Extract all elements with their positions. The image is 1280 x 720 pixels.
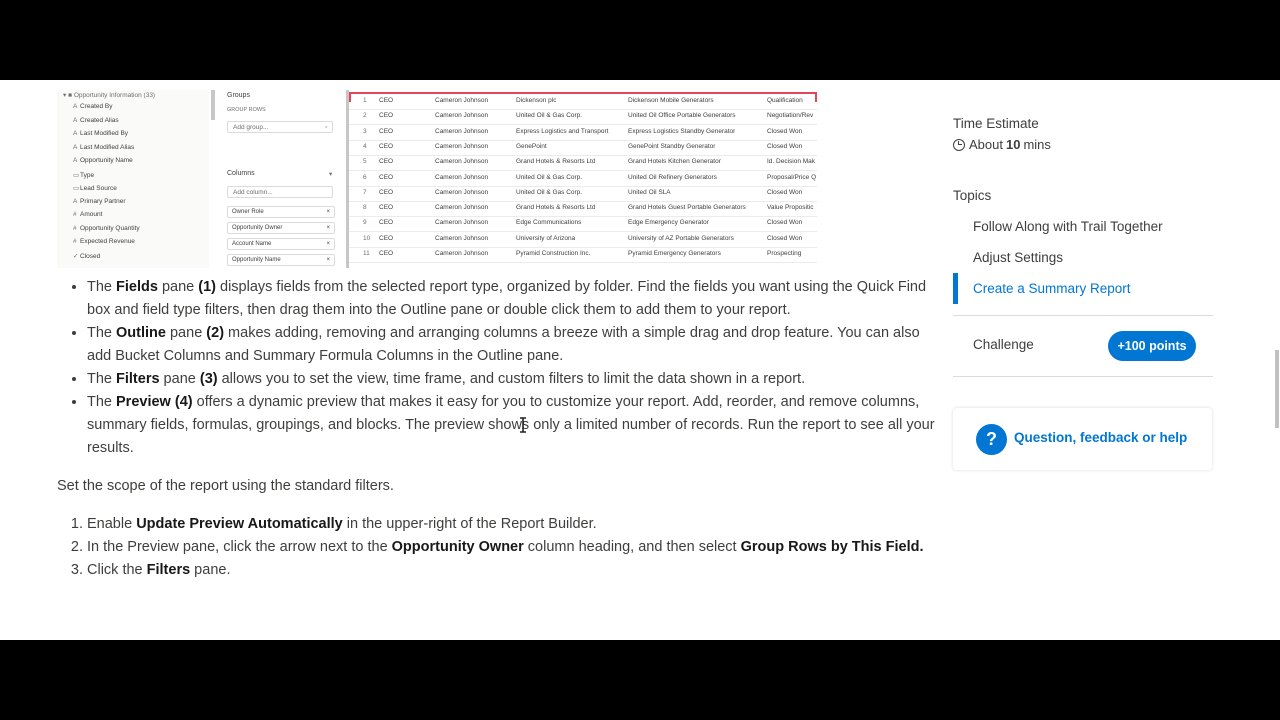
bullet-text: pane	[157, 279, 199, 295]
outline-column	[227, 222, 335, 234]
folder-opportunity-information: ▾ ■ Opportunity Information (33)	[63, 92, 156, 99]
table-cell: Grand Hotels Guest Portable Generators	[628, 204, 746, 212]
step-bold: Group Rows by This Field	[740, 539, 920, 555]
field-type-icon: ▭	[73, 185, 80, 192]
table-cell: 7	[363, 188, 367, 196]
step-text: In the Preview pane, click the arrow next to the	[87, 539, 392, 555]
topic-follow-along[interactable]: Follow Along with Trail Together	[973, 219, 1163, 234]
table-cell: CEO	[379, 219, 394, 227]
table-row	[349, 171, 817, 187]
step-bold: Opportunity Owner	[391, 539, 524, 555]
field-item	[73, 103, 113, 110]
table-cell: Cameron Johnson	[435, 204, 489, 212]
column-name: Owner Role	[232, 209, 264, 215]
table-cell: GenePoint	[516, 142, 547, 150]
step-text: column heading, and then select	[523, 539, 741, 555]
time-value: 10	[1005, 137, 1021, 152]
step-text: pane.	[190, 562, 231, 578]
table-cell: Closed Won	[767, 234, 803, 242]
step-text: Click the	[87, 562, 147, 578]
remove-icon: ×	[326, 225, 330, 231]
column-name: Opportunity Owner	[232, 225, 283, 231]
table-cell: Cameron Johnson	[435, 234, 489, 242]
table-cell: Dickenson plc	[516, 97, 557, 104]
table-cell: GenePoint Standby Generator	[628, 142, 716, 150]
field-item	[73, 225, 140, 232]
field-item	[73, 198, 126, 205]
field-type-icon: #	[73, 238, 77, 245]
field-name: Created By	[80, 103, 113, 110]
table-row	[349, 125, 817, 141]
bullet-text: makes adding, removing and arranging columns a breeze with a simple drag and drop feature. You can also add Bucket Columns and Summary Formula Columns in the Outline pane.	[87, 325, 920, 364]
field-type-icon: A	[73, 103, 78, 110]
field-name: Primary Partner	[80, 197, 126, 205]
table-cell: Cameron Johnson	[435, 250, 489, 257]
column-name: Account Name	[232, 241, 272, 247]
table-cell: United Oil Refinery Generators	[628, 173, 717, 181]
field-item	[73, 157, 133, 164]
challenge-label: Challenge	[973, 337, 1034, 352]
field-type-icon: #	[73, 211, 77, 218]
field-name: Opportunity Name	[80, 157, 133, 164]
field-name: Last Modified Alias	[80, 143, 135, 151]
bullet-text: displays fields from the selected report type, organized by folder. Find the fields you want using the Quick Find box and field type filters, then drag them into the Outline pane or double click them to add them to your report.	[87, 279, 927, 318]
table-cell: United Oil & Gas Corp.	[516, 188, 583, 196]
time-suffix: mins	[1023, 137, 1051, 152]
table-row	[349, 94, 817, 110]
table-cell: Express Logistics and Transport	[516, 127, 609, 135]
step-item	[87, 536, 937, 559]
bullet-number: (4)	[174, 394, 193, 410]
chevron-down-icon: ▾	[329, 171, 333, 178]
article-body	[57, 276, 937, 582]
table-cell: Cameron Johnson	[435, 142, 489, 150]
bullet-bold: Preview	[116, 394, 171, 410]
clock-icon	[953, 139, 965, 151]
scope-paragraph: Set the scope of the report using the standard filters.	[57, 478, 394, 494]
bullet-bold: Outline	[116, 325, 166, 341]
outline-column	[227, 206, 335, 218]
help-button[interactable]	[953, 408, 1212, 470]
field-name: Last Modified By	[80, 130, 129, 137]
table-cell: University of AZ Portable Generators	[628, 234, 734, 242]
group-rows-label: GROUP ROWS	[227, 107, 266, 113]
table-cell: Closed Won	[767, 142, 803, 150]
table-cell: Grand Hotels Kitchen Generator	[628, 158, 721, 166]
table-cell: Closed Won	[767, 219, 803, 227]
table-cell: Cameron Johnson	[435, 158, 489, 166]
table-cell: CEO	[379, 142, 394, 150]
table-cell: CEO	[379, 188, 394, 196]
table-row	[349, 232, 817, 248]
table-cell: 6	[363, 173, 367, 181]
table-cell: Prospecting	[767, 250, 802, 257]
question-icon: ?	[976, 424, 1007, 455]
table-row	[349, 186, 817, 202]
table-cell: 2	[363, 112, 367, 120]
report-builder-screenshot	[57, 90, 817, 268]
table-cell: Grand Hotels & Resorts Ltd	[516, 158, 596, 166]
topic-create-summary-report[interactable]: Create a Summary Report	[953, 273, 1213, 304]
time-estimate-label: Time Estimate	[953, 116, 1039, 131]
field-item	[73, 144, 134, 151]
field-type-icon: A	[73, 197, 78, 205]
table-cell: 5	[363, 158, 367, 166]
table-cell: 11	[363, 250, 370, 257]
step-item	[87, 559, 937, 582]
groups-heading: Groups	[227, 92, 250, 99]
table-cell: Edge Communications	[516, 219, 582, 227]
help-label: Question, feedback or help	[1014, 430, 1188, 445]
step-bold: .	[919, 539, 924, 555]
field-type-icon: A	[73, 130, 78, 137]
column-name: Opportunity Name	[232, 257, 281, 263]
bullet-text: The	[87, 394, 117, 410]
add-column-input	[227, 186, 333, 198]
outline-column	[227, 254, 335, 266]
bullet-text: allows you to set the view, time frame, and custom filters to limit the data shown in a report.	[217, 371, 806, 387]
bullet-fields	[87, 276, 937, 322]
table-cell: Edge Emergency Generator	[628, 219, 709, 227]
table-cell: CEO	[379, 250, 394, 257]
table-cell: 1	[363, 97, 367, 104]
field-item	[73, 130, 128, 137]
field-item	[73, 117, 119, 124]
bullet-number: (1)	[198, 279, 216, 295]
topic-adjust-settings[interactable]: Adjust Settings	[973, 250, 1064, 265]
pane-descriptions	[57, 276, 937, 460]
field-type-icon: #	[73, 224, 77, 232]
table-cell: Cameron Johnson	[435, 219, 489, 227]
content-viewport	[0, 80, 1280, 640]
field-name: Amount	[80, 211, 103, 218]
bullet-preview	[87, 391, 937, 460]
table-cell: Id. Decision Mak	[767, 158, 816, 166]
table-cell: CEO	[379, 204, 394, 212]
field-type-icon: A	[73, 116, 78, 124]
step-text: in the upper-right of the Report Builder.	[342, 516, 597, 532]
bullet-text: The	[87, 279, 117, 295]
unit-sidebar	[953, 116, 1213, 449]
table-cell: Cameron Johnson	[435, 112, 489, 120]
table-cell: Qualification	[767, 97, 803, 104]
table-row	[349, 247, 817, 263]
topics-label: Topics	[953, 188, 992, 203]
preview-pane	[349, 90, 817, 268]
field-type-icon: ✓	[73, 252, 79, 260]
table-cell: United Oil SLA	[628, 188, 671, 196]
bullet-number: (2)	[206, 325, 225, 341]
table-cell: CEO	[379, 97, 394, 104]
pane-divider	[211, 90, 215, 120]
table-row	[349, 140, 817, 156]
challenge-row[interactable]	[953, 315, 1213, 377]
table-cell: 9	[363, 219, 367, 227]
table-cell: 3	[363, 127, 367, 135]
table-cell: Pyramid Construction Inc.	[516, 250, 591, 257]
add-group-placeholder: Add group...	[233, 124, 269, 131]
step-text: Enable	[87, 516, 137, 532]
table-cell: CEO	[379, 234, 394, 242]
field-item	[73, 184, 117, 192]
table-cell: United Oil Office Portable Generators	[628, 112, 736, 120]
add-column-placeholder: Add column...	[233, 189, 273, 196]
table-cell: CEO	[379, 127, 394, 135]
remove-icon: ×	[326, 209, 330, 215]
table-cell: 4	[363, 142, 367, 150]
field-item	[73, 238, 135, 245]
bullet-bold: Fields	[116, 279, 158, 295]
field-name: Opportunity Quantity	[80, 224, 140, 232]
bullet-bold: Filters	[116, 371, 160, 387]
field-type-icon: ▭	[73, 171, 80, 179]
table-cell: Cameron Johnson	[435, 97, 489, 104]
field-name: Lead Source	[80, 185, 117, 192]
table-cell: Closed Won	[767, 188, 803, 196]
add-group-input	[227, 121, 333, 133]
text-cursor-icon	[519, 417, 527, 433]
field-item	[73, 252, 100, 260]
table-cell: CEO	[379, 158, 394, 166]
table-cell: Pyramid Emergency Generators	[628, 250, 721, 257]
step-item	[87, 513, 937, 536]
table-cell: Proposal/Price Q	[767, 173, 817, 181]
bullet-outline	[87, 322, 937, 368]
table-cell: United Oil & Gas Corp.	[516, 173, 583, 181]
table-cell: CEO	[379, 173, 394, 181]
table-cell: Negotiation/Rev	[767, 112, 814, 120]
columns-heading: Columns	[227, 170, 255, 177]
bullet-text: The	[87, 325, 117, 341]
table-row	[349, 109, 817, 125]
scrollbar-thumb[interactable]	[1275, 350, 1279, 428]
step-bold: Update Preview Automatically	[136, 516, 343, 532]
field-name: Created Alias	[80, 116, 119, 124]
bullet-text: The	[87, 371, 117, 387]
step-bold: Filters	[146, 562, 191, 578]
bullet-filters	[87, 368, 937, 391]
table-cell: Cameron Johnson	[435, 188, 489, 196]
table-cell: Express Logistics Standby Generator	[628, 127, 736, 135]
table-cell: Value Propositic	[767, 204, 814, 212]
outline-column	[227, 238, 335, 250]
bullet-number: (3)	[199, 371, 218, 387]
table-cell: United Oil & Gas Corp.	[516, 112, 583, 120]
field-name: Closed	[80, 252, 101, 260]
table-cell: Cameron Johnson	[435, 127, 489, 135]
table-cell: 8	[363, 204, 367, 212]
outline-pane	[217, 90, 341, 268]
field-type-icon: A	[73, 143, 78, 151]
table-row	[349, 155, 817, 171]
table-cell: University of Arizona	[516, 234, 576, 242]
field-item	[73, 171, 94, 179]
remove-icon: ×	[326, 241, 330, 247]
time-prefix: About	[969, 137, 1003, 152]
bullet-text: pane	[159, 371, 200, 387]
table-cell: Cameron Johnson	[435, 173, 489, 181]
table-cell: Grand Hotels & Resorts Ltd	[516, 204, 596, 212]
table-row	[349, 216, 817, 232]
folder-label: Opportunity Information (33)	[73, 92, 156, 99]
steps-list	[57, 513, 937, 582]
table-cell: Dickenson Mobile Generators	[628, 97, 714, 104]
table-cell: CEO	[379, 112, 394, 120]
field-name: Type	[80, 171, 95, 179]
fields-pane	[57, 90, 209, 268]
field-item	[73, 211, 102, 218]
table-row	[349, 201, 817, 217]
field-name: Expected Revenue	[80, 238, 135, 245]
points-badge: +100 points	[1108, 331, 1196, 361]
search-icon: ⌕	[324, 124, 328, 131]
bullet-text: offers a dynamic preview that makes it easy for you to customize your report. Add, reorder, and remove columns, summary fields, formulas, groupings, and blocks. The preview shows only a limited number of records. Run the report to see all your results.	[87, 394, 935, 456]
table-cell: 10	[363, 234, 371, 242]
table-cell: Closed Won	[767, 127, 803, 135]
bullet-text: pane	[165, 325, 207, 341]
time-estimate	[953, 137, 1213, 152]
remove-icon: ×	[326, 257, 330, 263]
field-type-icon: A	[73, 157, 78, 164]
